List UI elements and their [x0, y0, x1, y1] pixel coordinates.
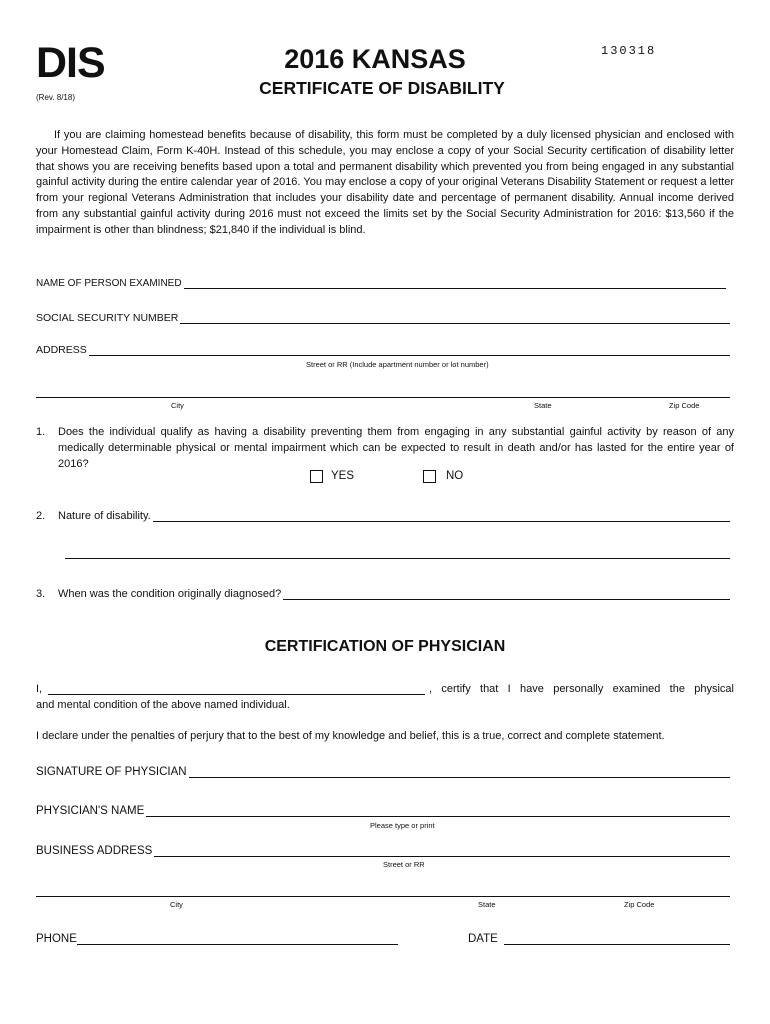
- type-or-print-caption: Please type or print: [370, 821, 435, 830]
- date-row: [468, 933, 730, 945]
- certification-statement: [36, 683, 734, 695]
- section-title: CERTIFICATION OF PHYSICIAN: [264, 638, 506, 655]
- person-name-row: [36, 277, 730, 289]
- perjury-declaration: I declare under the penalties of perjury that to the best of my knowledge and belief, this is a true, correct and complete statement.: [36, 730, 665, 742]
- question-2: [36, 510, 730, 522]
- business-address-row: [36, 845, 730, 857]
- physician-name-field[interactable]: [146, 805, 730, 817]
- nature-of-disability-field[interactable]: [153, 510, 730, 522]
- nature-of-disability-field-2[interactable]: [65, 558, 730, 559]
- question-2-text: Nature of disability.: [58, 510, 151, 522]
- signature-row: [36, 766, 730, 778]
- question-3-text: When was the condition originally diagnosed?: [58, 588, 282, 600]
- business-city-caption: City: [170, 900, 183, 909]
- signature-field[interactable]: [189, 766, 730, 778]
- physician-name-row: [36, 805, 730, 817]
- cert-prefix: I,: [36, 683, 43, 695]
- address-label: ADDRESS: [36, 344, 87, 356]
- phone-row: [36, 933, 398, 945]
- ssn-row: [36, 312, 730, 324]
- date-label: DATE: [468, 933, 498, 945]
- city-caption: City: [171, 401, 184, 410]
- phone-label: PHONE: [36, 933, 77, 945]
- date-field[interactable]: [504, 933, 730, 945]
- yes-checkbox[interactable]: [310, 470, 323, 483]
- question-1: [36, 424, 734, 472]
- business-zip-caption: Zip Code: [624, 900, 655, 909]
- form-code: DIS: [36, 39, 105, 87]
- address-row: [36, 344, 730, 356]
- cert-suffix: , certify that I have personally examined the physical: [429, 683, 734, 695]
- business-street-caption: Street or RR: [383, 860, 425, 869]
- cert-line-2: and mental condition of the above named individual.: [36, 699, 290, 711]
- question-3-number: 3.: [36, 588, 46, 600]
- person-name-field[interactable]: [184, 277, 726, 289]
- question-1-text: Does the individual qualify as having a disability preventing them from engaging in any substantial gainful activity by reason of any medically determinable physical or mental impairment which can be expected to result in death and/or has lasted for the entire year of 2016?: [58, 426, 734, 470]
- form-title: 2016 KANSAS: [284, 44, 466, 74]
- street-caption: Street or RR (Include apartment number or lot number): [306, 360, 489, 369]
- business-state-caption: State: [478, 900, 496, 909]
- address-city-state-zip-field[interactable]: [36, 397, 730, 398]
- question-2-number: 2.: [36, 510, 46, 522]
- revision-date: (Rev. 8/18): [36, 93, 75, 102]
- signature-label: SIGNATURE OF PHYSICIAN: [36, 766, 187, 778]
- business-city-state-zip-field[interactable]: [36, 896, 730, 897]
- physician-name-label: PHYSICIAN'S NAME: [36, 805, 145, 817]
- state-caption: State: [534, 401, 552, 410]
- no-checkbox[interactable]: [423, 470, 436, 483]
- physician-name-cert-field[interactable]: [48, 694, 425, 695]
- instructions-paragraph: If you are claiming homestead benefits because of disability, this form must be completed by a duly licensed physician and enclosed with your Homestead Claim, Form K-40H. Instead of this schedule, you may enclose a copy of your Social Security certification of disability letter that shows you are receiving benefits based upon a total and permanent disability which prevented you from being engaged in any substantial gainful activity during the entire calendar year of 2016. You may enclose a copy of your original Veterans Disability Statement or request a letter from your regional Veterans Administration that includes your disability date and percentage of permanent disability. Annual income derived from any substantial gainful activity during 2016 must not exceed the limits set by the Social Security Administration for 2016: $13,560 if the impairment is other than blindness; $21,840 if the individual is blind.: [36, 129, 734, 236]
- ssn-label: SOCIAL SECURITY NUMBER: [36, 312, 179, 324]
- zip-caption: Zip Code: [669, 401, 700, 410]
- person-name-label: NAME OF PERSON EXAMINED: [36, 278, 182, 289]
- ssn-field[interactable]: [180, 312, 730, 324]
- question-1-number: 1.: [36, 426, 46, 438]
- address-street-field[interactable]: [89, 344, 730, 356]
- business-street-field[interactable]: [154, 845, 730, 857]
- diagnosis-date-field[interactable]: [283, 588, 730, 600]
- form-number: 130318: [601, 44, 657, 58]
- form-subtitle: CERTIFICATE OF DISABILITY: [259, 78, 505, 98]
- no-label: NO: [446, 470, 464, 482]
- yes-label: YES: [331, 470, 355, 482]
- phone-field[interactable]: [77, 933, 398, 945]
- question-3: [36, 588, 730, 600]
- business-address-label: BUSINESS ADDRESS: [36, 845, 153, 857]
